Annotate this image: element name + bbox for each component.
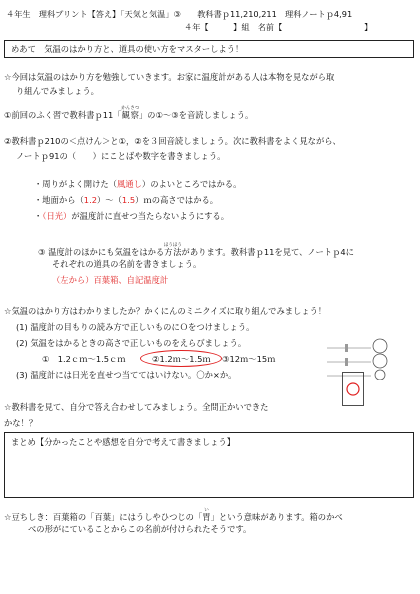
answer-tools: （左から）百葉箱、自記温度計 xyxy=(52,275,169,285)
goal-box xyxy=(4,40,414,58)
trivia-line-2: べの形がにていることからこの名前が付けられたそうです。 xyxy=(28,524,252,534)
step-2-line-1: ②教科書ｐ210の＜点けん＞と①，②を３回音読しましょう。次に教科書をよく見ながら、 xyxy=(4,136,341,146)
intro-line-1: ☆今回は気温のはかり方を勉強していきます。お家に温度計がある人は本物を見ながら取 xyxy=(4,72,335,82)
trivia-line-1: ☆豆ちしき：百葉箱の「百葉」にはうしやひつじの「胃い」という意味があります。箱のかべ xyxy=(4,508,343,522)
bullet-height: ・地面から（1.2）～（1.5）ｍの高さではかる。 xyxy=(34,195,219,205)
quiz-q3: (3) 温度計には日光を直せつ当ててはいけない。〇か×か。 xyxy=(16,370,237,380)
answer-sunlight: （日光） xyxy=(42,211,72,221)
check-line-2: かな！？ xyxy=(4,418,38,428)
step-1 xyxy=(4,106,253,120)
goal-text: めあて 気温のはかり方と、道具の使い方をマスターしよう！ xyxy=(11,44,244,54)
kansatsu-word: 観察かんさつ xyxy=(121,106,140,120)
quiz-q1: (1) 温度計の目もりの読み方で正しいものにＯをつけましょう。 xyxy=(16,322,255,332)
quiz-title: ☆気温のはかり方はわかりましたか？かくにんのミニクイズに取り組んでみましょう！ xyxy=(4,306,327,316)
bullet-sunlight: ・（日光）が温度計に直せつ当たらないようにする。 xyxy=(34,211,230,221)
check-line-1: ☆教科書を見て、自分で答え合わせしてみましょう。全問正かいできた xyxy=(4,402,269,412)
quiz-q2-option-1: ① 1.2ｃｍ～1.5ｃｍ xyxy=(42,354,126,364)
step-1-after: 」の①～③を音読しましょう。 xyxy=(138,110,254,120)
quiz-q2-option-2: ②1.2ｍ～1.5ｍ xyxy=(152,354,211,364)
bullet-ventilation: ・周りがよく開けた（風通し）のよいところではかる。 xyxy=(34,179,242,189)
answer-ventilation: 風通し xyxy=(116,179,142,189)
step-3-line-1: ③ 温度計のほかにも気温をはかる方法ほうほうがあります。教科書ｐ11を見て、ノートｐ4に xyxy=(38,243,354,257)
quiz-q2: (2) 気温をはかるときの高さで正しいものをえらびましょう。 xyxy=(16,338,247,348)
header-title: ４年生 理科プリント【答え】「天気と気温」③ 教科書ｐ11,210,211 理科ノートｐ4,91 xyxy=(6,9,353,19)
step-1-before: ①前回のふく習で教科書ｐ11「 xyxy=(4,110,122,120)
answer-circle xyxy=(140,350,222,367)
answer-height-low: 1.2 xyxy=(83,195,97,205)
answer-height-high: 1.5 xyxy=(121,195,136,205)
thermometer-sunlight-icon xyxy=(342,372,364,406)
i-word: 胃い xyxy=(202,508,211,522)
step-3-line-2: それぞれの道具の名前を書きましょう。 xyxy=(52,259,202,269)
intro-line-2: り組んでみましょう。 xyxy=(16,86,99,96)
houhou-word: 方法ほうほう xyxy=(163,243,182,257)
summary-box[interactable] xyxy=(4,432,414,498)
class-name-line: ４年【 】組 名前【 】 xyxy=(184,22,373,32)
step-2-line-2: ノートｐ91の（ ）にことばや数字を書きましょう。 xyxy=(16,151,226,161)
quiz-q2-option-3: ③12ｍ～15ｍ xyxy=(222,354,276,364)
summary-prompt: まとめ【分かったことや感想を自分で考えて書きましょう】 xyxy=(11,437,236,447)
